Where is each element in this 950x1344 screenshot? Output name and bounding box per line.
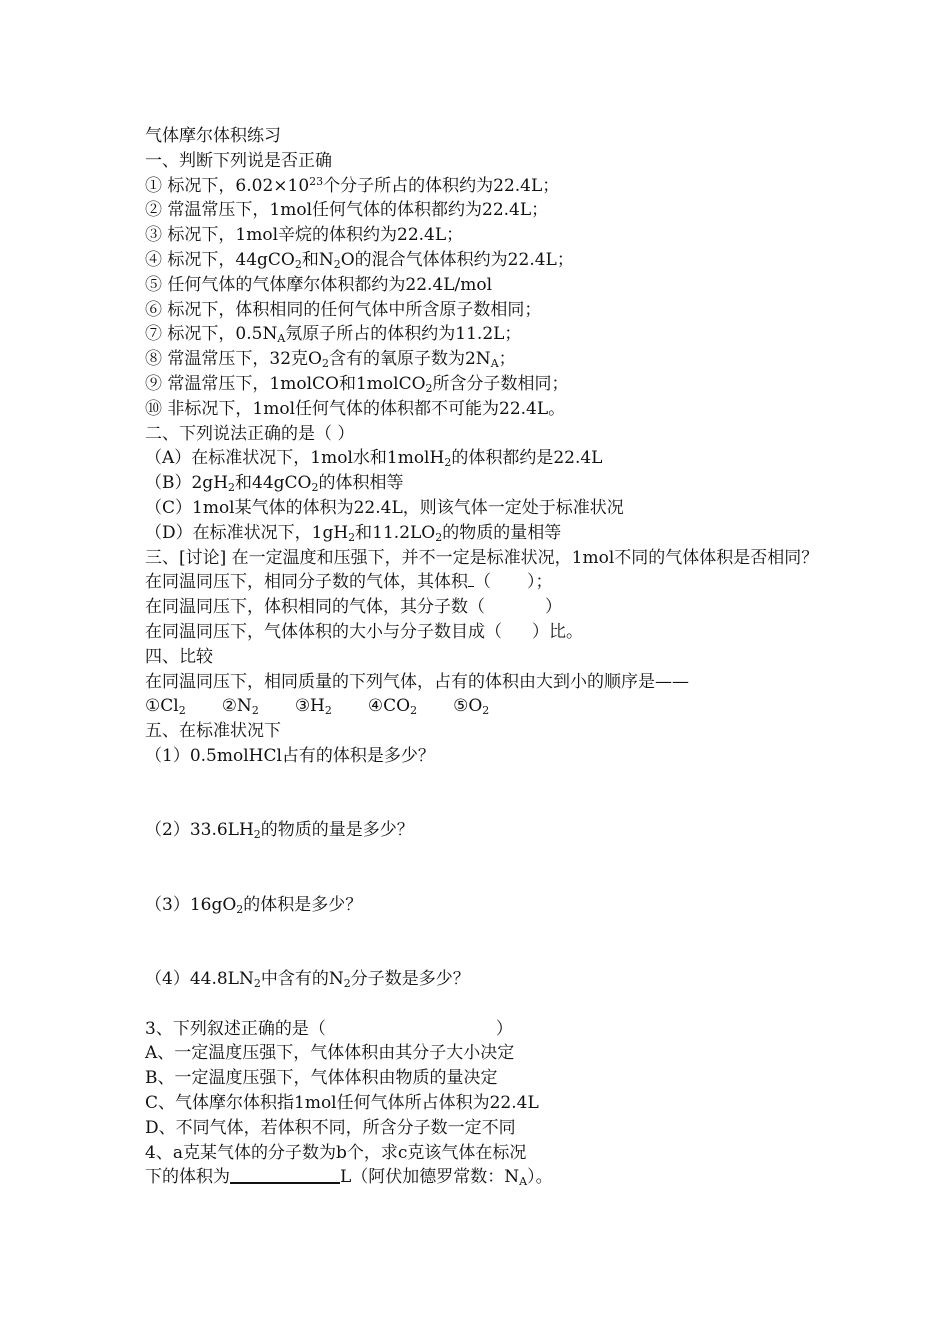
option-d: （D）在标准状况下，$1gH_2$和$11.2LO_2$的物质的量相等 — [145, 522, 562, 544]
option-c: （C）1mol某气体的体积为22.4L，则该气体一定处于标准状况 — [145, 497, 624, 518]
discussion-line-3: 在同温同压下，气体体积的大小与分子数目成（ ）比。 — [145, 621, 583, 642]
statement-4: ④ 标况下，44gCO$_2$和$N_2O$的混合气体体积约为22.4L； — [145, 249, 574, 271]
statement-7: ⑦ 标况下，$0.5N_A$氖原子所占的体积约为11.2L； — [145, 324, 522, 346]
statement-1: ① 标况下，$6.02\times 10^{23}$个分子所占的体积约为22.4L； — [145, 174, 560, 196]
section-4-heading: 四、比较 — [145, 646, 213, 667]
problem-4: $(4)44.8LN_2$中含有的$N_2$分子数是多少？ — [145, 969, 470, 991]
question-3-option-d: D、不同气体，若体积不同，所含分子数一定不同 — [145, 1117, 516, 1138]
question-3-option-a: A、一定温度压强下，气体体积由其分子大小决定 — [145, 1043, 515, 1064]
document-title: 气体摩尔体积练习 — [145, 126, 281, 146]
option-b: $(B)2gH_2$和44gCO$_2$的体积相等 — [145, 473, 404, 495]
question-4-line-1: 4、a克某气体的分子数为b个，求c克该气体在标况 — [145, 1142, 527, 1163]
discussion-line-1: 在同温同压下，相同分子数的气体，其体积 （ ）； — [145, 572, 553, 593]
statement-9: ⑨ 常温常压下，1molCO和1molCO$_2$所含分子数相同； — [145, 373, 569, 395]
section-5-heading: 五、在标准状况下 — [145, 721, 281, 742]
section-2-heading: 二、下列说法正确的是（ ） — [145, 423, 355, 444]
statement-5: ⑤ 任何气体的气体摩尔体积都约为22.4L/mol — [145, 274, 493, 295]
option-a: （A）在标准状况下，1mol水和1molH$_2$的体积都约是22.4L — [145, 448, 603, 470]
problem-3: $(3)16gO_2$的体积是多少？ — [145, 894, 363, 916]
answer-blank — [230, 1166, 340, 1184]
problem-2: $(2)33.6LH_2$的物质的量是多少？ — [145, 820, 414, 842]
document-page — [145, 124, 835, 1190]
question-3-heading: 3、下列叙述正确的是（ ） — [145, 1018, 513, 1039]
gas-list: $①Cl_2$ $②N_2$ $③H_2$ $④CO_2$ $⑤O_2$ — [145, 696, 490, 718]
problem-1: （1）0.5molHCl占有的体积是多少？ — [145, 745, 435, 766]
section-1-heading: 一、判断下列说是否正确 — [145, 150, 332, 171]
section-3-heading: 三、[讨论] 在一定温度和压强下，并不一定是标准状况，1mol不同的气体体积是否相同？ — [145, 547, 819, 568]
statement-8: ⑧ 常温常压下，32克$O_2$含有的氧原子数为$2N_A$； — [145, 349, 516, 371]
statement-6: ⑥ 标况下，体积相同的任何气体中所含原子数相同； — [145, 299, 542, 320]
question-3-option-c: C、气体摩尔体积指1mol任何气体所占体积为22.4L — [145, 1093, 539, 1114]
statement-2: ② 常温常压下，1mol任何气体的体积都约为22.4L； — [145, 200, 549, 221]
question-3-option-b: B、一定温度压强下，气体体积由物质的量决定 — [145, 1068, 498, 1089]
compare-prompt: 在同温同压下，相同质量的下列气体，占有的体积由大到小的顺序是—— — [145, 671, 689, 692]
discussion-line-2: 在同温同压下，体积相同的气体，其分子数（ ） — [145, 597, 562, 618]
question-4-line-2: 下的体积为 L（阿伏加德罗常数：$N_A$）。 — [145, 1167, 553, 1189]
statement-3: ③ 标况下，1mol辛烷的体积约为22.4L； — [145, 225, 464, 246]
statement-10: ⑩ 非标况下，1mol任何气体的体积都不可能为22.4L。 — [145, 398, 566, 419]
